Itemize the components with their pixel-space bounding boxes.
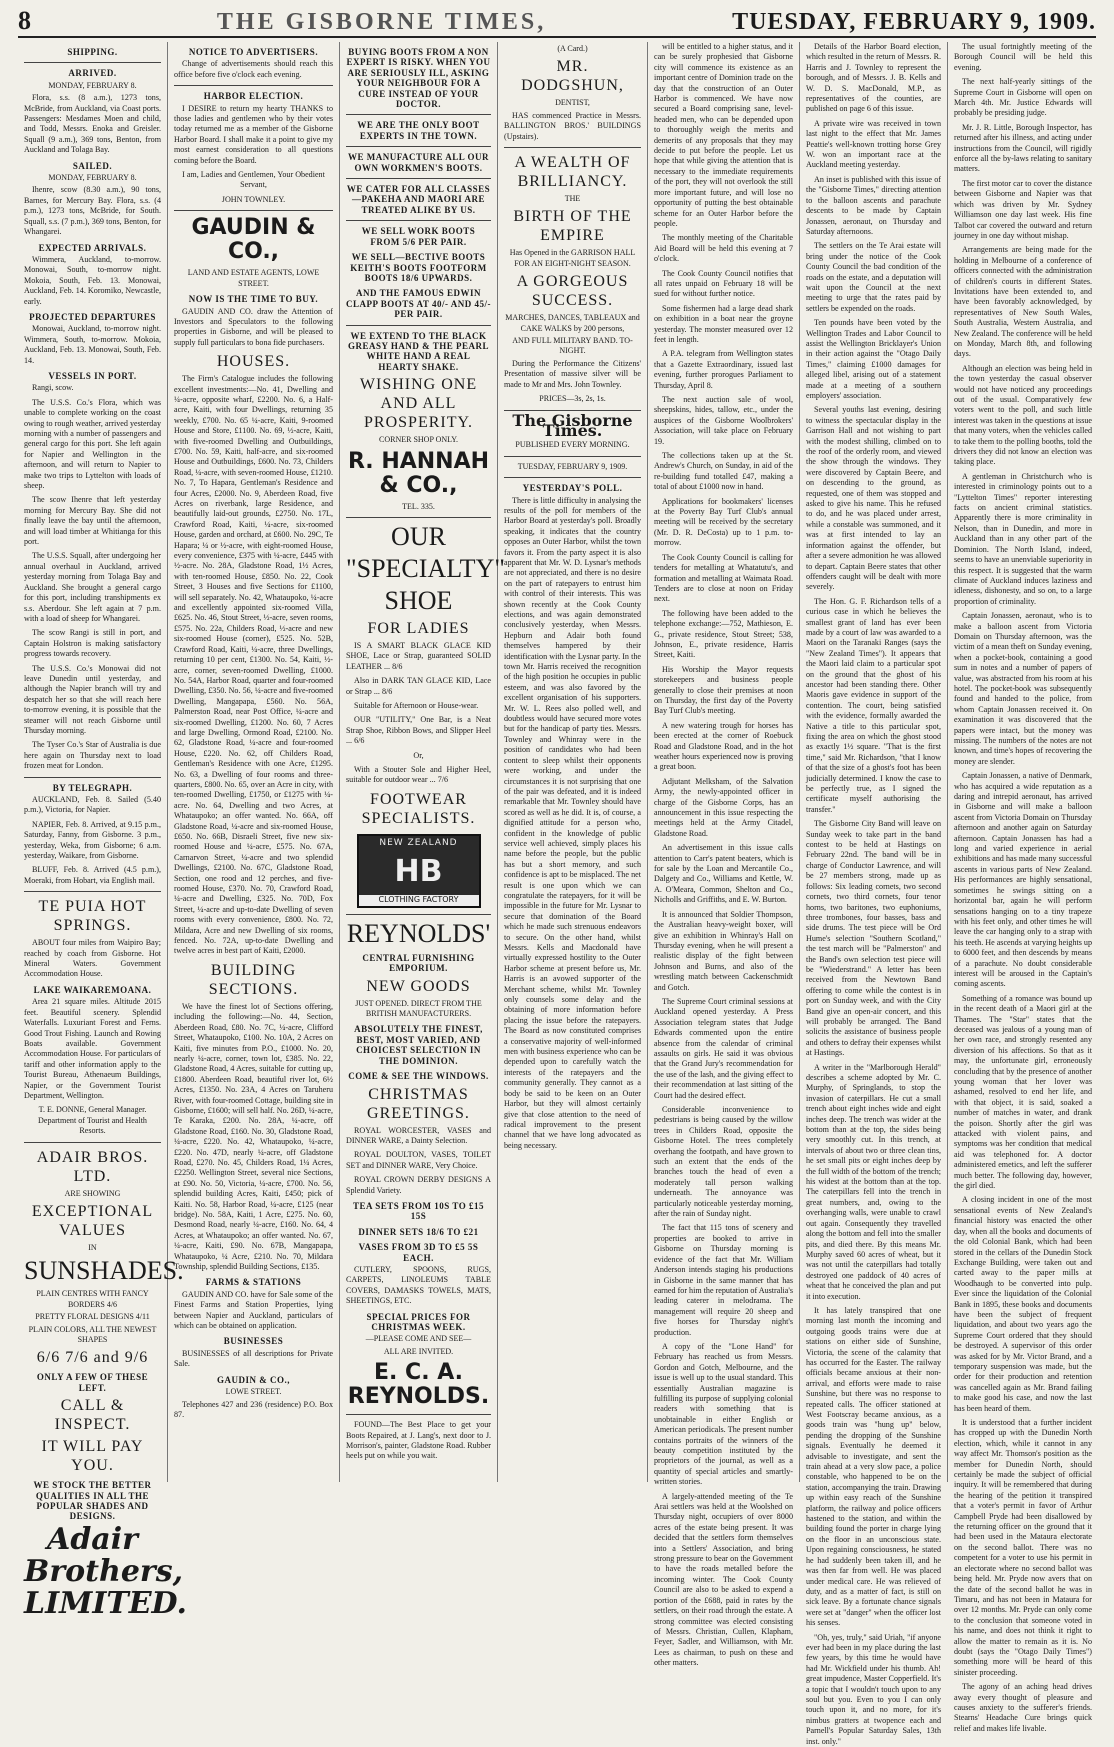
dodgshun-heading: MR. DODGSHUN, [521,58,624,95]
houses-heading: HOUSES. [216,353,291,371]
arrived-date: MONDAY, FEBRUARY 8. [48,80,137,90]
news-paragraph: The fact that 115 tons of scenery and properties are booked to arrive in Gisborne on Thursday morning is evidence of the fact that Mr. William Anderson intends staging his productions in Gisborne in the same manner that has earned for him the reputation of Australia's leading caterer in melodrama. The management will require 20 sheep and five horses for Thursday night's production. [654,1223,794,1337]
shipping-paragraph: The scow Rangi is still in port, and Captain Holstron is making satisfactory progress towards recovery. [24,628,161,659]
hb-clothing-logo [357,834,481,908]
hannah-heading: R. HANNAH & CO., [347,448,490,498]
harbor-text: I DESIRE to return my hearty THANKS to those ladies and gentlemen who by their votes today returned me as a member of the Gisborne Harbor Board. I shall make it a point to give my most earnest consideration to all questions coming before the Board. [174,103,333,165]
plain-colors: PLAIN COLORS, ALL THE NEWEST SHAPES [28,1324,157,1344]
news-paragraph: The Cook County Council is calling for tenders for metalling at Whatatutu's, and formation and metalling at Waimata Road. Tenders are to close at noon on Friday next. [654,552,793,604]
hannah-tel: TEL. 335. [402,501,435,511]
gaudin-footer: GAUDIN & CO., [217,1374,290,1385]
adair-showing: ARE SHOWING [64,1188,121,1198]
please-come: —PLEASE COME AND SEE— [365,1334,472,1344]
column-1 [18,42,187,1621]
divider [504,477,641,478]
gaudin-street: LOWE STREET. [225,1387,282,1397]
tepuia-heading: TE PUIA HOT SPRINGS. [38,898,147,935]
news-paragraph: The next half-yearly sittings of the Supreme Court in Gisborne will open on March 4th. Mr. Justice Edwards will probably be presiding judge. [954,77,1092,118]
column-4 [498,42,648,1482]
shoe-suitable: Suitable for Afternoon or House-wear. [354,701,479,710]
news-paragraph: His Worship the Mayor requests storekeepers and business people generally to close their premises at noon on Thursday, the first day of the Poverty Bay Turf Club's meeting. [654,664,793,716]
divider [346,914,491,915]
notice-heading: NOTICE TO ADVERTISERS. [188,47,319,57]
sell-brands: WE SELL—BECTIVE BOOTS KEITH'S BOOTS FOOTFORM BOOTS 18/6 UPWARDS. [350,252,487,283]
sailed-date: MONDAY, FEBRUARY 8. [48,173,137,183]
shipping-paragraph: The U.S.S. Co.'s Flora, which was unable to complete working on the coast owing to rough weather, arrived yesterday morning with a number of passengers and general cargo for this port. She left again for Napier and Wellington in the afternoon, and will return to Napier to make two trips to Lyttelton with loads of sheep. [24,397,161,491]
harbor-sign: I am, Ladies and Gentlemen, Your Obedient Servant, [182,170,325,190]
news-paragraph: The collections taken up at the St. Andrew's Church, on Sunday, in aid of the re-building fund totalled £47, making a total of about £1000 now in hand. [654,451,793,492]
shipping-paragraph: The scow Ihenre that left yesterday morning for Mercury Bay. She did not finally leave the bay until the afternoon, and will load timber at Whitianga for this port. [24,495,161,547]
news-paragraph: A gentleman in Christchurch who is interested in criminology points out to a "Lyttelton Times" reporter interesting facts on ancient criminal statistics. Apparently there is more criminality in Nelson, than in Dunedin, and more in Auckland than in any other part of the Dominion. The North Island, indeed, seems to have an unenviable superiority in this respect. It is suggested that the warm climate of Auckland induces laziness and idleness, dishonesty, and so on, to a large proportion of criminality. [954,471,1093,606]
divider [504,147,641,148]
lake-text: Area 21 square miles. Altitude 2015 feet. Beautiful scenery. Splendid Waterfalls. Luxuriant Forest and Ferns. Good Trout Fishing. Launch and Rowing Boats available. Government Accommodation House. For particulars of tariff and other information apply to the Tourist Bureau, Athenaeum Buildings, Napier, or the Government Tourist Department, Wellington. [24,997,161,1100]
news-paragraph: A private wire was received in town last night to the effect that Mr. James Peattie's well-known trotting horse Grey W. won an important race at the Auckland meeting yesterday. [806,118,941,170]
card-label: (A Card.) [557,44,588,53]
dentist-text: HAS commenced Practice in Messrs. BALLINGTON BROS.' BUILDINGS (Upstairs). [504,110,641,141]
news-paragraph: The first motor car to cover the distance between Gisborne and Napier was that which was driven by Mr. Sydney Williamson one day last week. His fine Talbot car covered the outward and return journey in one day without mishap. [954,178,1092,240]
poll-heading: YESTERDAY'S POLL. [522,483,623,494]
boot-experts: WE ARE THE ONLY BOOT EXPERTS IN THE TOWN. [357,120,480,141]
column-7 [948,42,1098,1733]
pay-you: IT WILL PAY YOU. [41,1438,144,1475]
notice-text: Change of advertisements should reach this office before five o'clock each evening. [174,59,333,79]
news-paragraph: An inset is published with this issue of the "Gisborne Times," directing attention to the balloon ascents and parachute descents to be made by Captain Jonassen, aeronaut, on Thursday and Saturday afternoons. [806,174,941,236]
reynolds-sign: E. C. A. REYNOLDS. [347,1360,490,1410]
now-heading: NOW IS THE TIME TO BUY. [188,294,319,305]
news-paragraph: An advertisement in this issue calls attention to Carr's patent beaters, which is for sale by the Loan and Mercantile Co., Dalgety and Co., Williams and Kettle, W. A. O'Meara, Common, Shelton and Co., Nicholls and Griffiths, and E. W. Burton. [654,843,793,905]
news-paragraph: It has lately transpired that one morning last month the incoming and outgoing goods trains were due at stations on either side of Sunshine, Victoria, the scene of the calamity that has occurred for the Easter. The railway officials became anxious at their non-arrival, and efforts were made to raise Sunshine, but there was no response to repeated calls. The officer stationed at West Footscray became anxious, as a goods train was "hung up" below, pending the dropping of the Sunshine signals. Eventually he deemed it advisable to investigate, and sent the train ahead at a very slow pace, a police constable, who happened to be on the station, accompanying the train. Drawing up within easy reach of the Sunshine platform, the railway and police officers hastened to the station, and within the building found the porter in charge lying on the floor in an unconscious state. Upon regaining consciousness, he stated he had suddenly been taken ill, and he was then far from well. He was placed under medical care. He was relieved of duty, and as a matter of fact, is still on sick leave. By a fortunate chance signals were set at "danger" when the officer lost his senses. [806,1305,941,1628]
harbor-heading: HARBOR ELECTION. [203,91,304,102]
telegraph-item: NAPIER, Feb. 8. Arrived, at 9.15 p.m., Saturday, Fanny, from Gisborne. 3 p.m., yesterday, Weka, from Gisborne; 6 a.m. yesterday, Waikare, from Gisborne. [24,819,161,861]
shipping-heading: SHIPPING. [67,47,118,57]
adair-heading: ADAIR BROS. LTD. [36,1148,149,1185]
column-5 [648,42,800,1668]
farms-text: GAUDIN AND CO. have for Sale some of the Finest Farms and Station Properties, lying between Napier and Auckland, particulars of which can be obtained on application. [174,1289,333,1331]
divider [174,210,333,211]
manufacture: WE MANUFACTURE ALL OUR OWN WORKMEN'S BOOTS. [347,152,490,173]
poll-text: There is little difficulty in analysing the results of the poll for members of the Harbor Board at yesterday's poll. Broadly speaking, it indicates that the country opposes an Outer Harbor, whilst the town favors it. From the party aspect it is also apparent that Mr. W. D. Lysnar's methods are not appreciated, and there is no desire on the part of ratepayers to entrust him with control of their interests. This was shown recently at the Cook County elections, and was again demonstrated conclusively yesterday, when Messrs. Hepburn and Adair both found themselves hampered by their identification with the Lysnar party. In the town Mr. Harris received the recognition of the high position he occupies in public esteem, and was also favored by the excellent organisation of his supporters. Mr. W. L. Rees also polled well, and doubtless would have secured more votes but for the handicap of party ties. Messrs. Townley and Whinray were in the position of candidates who had been content to sleep whilst their opponents were working, and under the circumstances it is not surprising that one of the pair was defeated, and it is indeed remarkable that Mr. Townley should have scored as well as he did. It is, of course, a dignified attitude for a person who, confident in the knowledge of public service well achieved, simply places his name before the people, but the public has but a short memory, and such confidence is apt to be misplaced. The net result is one upon which we can congratulate the ratepayers, for it will be impossible in the future for Mr. Lysnar to secure that domination of the Board which he made such strenuous endeavors to secure. On the other hand, whilst Messrs. Kells and Macdonald have virtually expressed hostility to the Outer Harbor scheme at present before us, Mr. Harris is an avowed supporter of the Merchant scheme, whilst Mr. Townley only counsels some delay and the obtaining of more information before placing the issue before the ratepayers. The Board as now constituted comprises a conservative majority of well-informed men with business experience who can be depended upon to carefully watch the interests of the ratepayers and the community generally. They cannot as a body be said to be keen on an Outer Harbor, but they will almost certainly give that close attention to the need of radical improvement to the present channel that we have long advocated as being necessary. [504,495,641,1150]
famous-clapp: AND THE FAMOUS EDWIN CLAPP BOOTS AT 40/- AND 45/- PER PAIR. [346,288,491,320]
logo-mid: HB [394,853,443,889]
plain-centres: PLAIN CENTRES WITH FANCY BORDERS 4/6 [36,1289,149,1309]
divider [174,85,333,86]
dentist-label: DENTIST, [555,98,590,108]
news-paragraph: Arrangements are being made for the holding in Melbourne of a conference of officers connected with the administration of children's courts in different States. Invitations have been extended to, and have been favorably acknowledged, by representatives of New South Wales, South Australia, Western Australia, and New Zealand. The conference will be held on Monday, March 8th, and following days. [954,245,1092,359]
now-text: GAUDIN AND CO. draw the Attention of Investors and Speculators to the following properties in Gisborne, and will be pleased to supply full particulars to bona fide purchasers. [174,306,333,347]
specialty-heading: "SPECIALTY" [346,553,505,583]
royal-doulton: ROYAL DOULTON, VASES, TOILET SET and DINNER WARE, Very Choice. [346,1150,491,1170]
news-paragraph: Although an election was being held in the town yesterday the casual observer would not have noticed any proceedings out of the usual. Comparatively few voters went to the poll, and such little interest was taken in the questions at issue that many voters, when the vehicles called to take them to the polling booths, told the drivers they did not know an election was taking place. [954,363,1092,467]
vessels-text: Rangi, scow. [32,383,74,393]
news-paragraph: A new watering trough for horses has been erected at the corner of Roebuck Road and Gladstone Road, and in the hot weather hours experienced now is proving a great boon. [654,720,793,772]
business-heading: BUSINESSES [223,1336,284,1347]
dinner-sets: DINNER SETS 18/6 TO £21 [358,1226,479,1237]
divider [24,62,161,63]
telegraph-item: AUCKLAND, Feb. 8. Sailed (5.40 p.m.), Victoria, for Napier. [24,795,161,815]
sailed-text: Ihenre, scow (8.30 a.m.), 90 tons, Barnes, for Mercury Bay. Flora, s.s. (4 p.m.), 1273 tons, McBride, for South. Squall, s.s. (7 p.m.), 369 tons, Benton, for Whangarei. [24,185,161,237]
tea-sets: TEA SETS FROM 10S TO £15 15S [353,1200,484,1222]
expected-text: Wimmera, Auckland, to-morrow. Monowai, South, to-morrow night. Mokoia, South, Feb. 13. Monowai, Auckland, Feb. 14. Koromiko, Newcastle, early. [24,254,161,306]
telegraph-item: BLUFF, Feb. 8. Arrived (4.5 p.m.), Moeraki, from Hobart, via English mail. [24,865,161,885]
call-inspect: CALL & INSPECT. [54,1397,131,1434]
christmas-greetings: CHRISTMAS GREETINGS. [367,1085,470,1122]
lake-heading: LAKE WAIKAREMOANA. [33,984,152,995]
farms-heading: FARMS & STATIONS [205,1277,302,1288]
logo-bot: CLOTHING FACTORY [359,895,479,905]
shipping-paragraph: The U.S.S. Squall, after undergoing her annual overhaul in Auckland, arrived yesterday morning from Tolaga Bay and Auckland. She brought a general cargo for this port, including transhipments ex s.s. Aberdour. She left again at 7 p.m. with a load of sheep for Whangarei. [24,551,161,623]
telegraph-heading: BY TELEGRAPH. [52,782,133,793]
divider [346,146,491,147]
news-paragraph: It is understood that a further incident has cropped up with the Dunedin North election, which, while it cannot in any way affect Mr. Thomson's position as the member for Dunedin North, should certainly be made the subject of official inquiry. It will be remembered that during the hearing of the petition it transpired that a voter's permit in favor of Arthur Campbell Pryde had been disallowed by the returning officer on the ground that it had been used in the Mataura electorate on the second ballot. There was no competent for a voter to use his permit in an electorate where no second ballot was being held. Mr. Pryde now avers that on the date of the second ballot he was in Timaru, and has not been in Mataura for over 12 months. Mr. Pryde can only come to the conclusion that someone voted in his name, and does not think it right to allow the matter to remain as it is. No doubt (says the "Otago Daily Times") something more will be heard of this sinister proceeding. [954,1418,1092,1677]
news-paragraph: It is announced that Soldier Thompson, the Australian heavy-weight boxer, will give an exhibition in Whinray's Hall on Thursday evening, when he will present a realistic display of the fight between Johnson and Burns, and also of the wrestling match between Cackenschmidt and Gotch. [654,909,793,992]
news-paragraph: The Supreme Court criminal sessions at Auckland opened yesterday. A Press Association telegram states that Judge Edwards commented upon the entire absence from the calendar of criminal assaults on girls. He said it was obvious that the Grand Jury's recommendation for the use of the lash, and the giving effect to their recommendation at last sitting of the Court had the desired effect. [654,996,793,1100]
royal-derby: ROYAL CROWN DERBY DESIGNS A Splendid Variety. [346,1175,491,1195]
the-label: THE [564,194,581,204]
newspaper-title: THE GISBORNE TIMES, [216,9,547,35]
arrived-text: Flora, s.s. (8 a.m.), 1273 tons, McBride, from Auckland, via Coast ports. Passengers: Mesdames Moen and child, and Todd, Messrs. Enoka and Greisler. Squall (9 a.m.), 369 tons, Benton, from Auckland and Tolaga Bay. [24,93,161,155]
divider [24,1142,161,1143]
column-2 [168,42,340,1482]
news-paragraph: The following have been added to the telephone exchange:—752, Mathieson, E. G., private residence, Stout Street; 538, Johnson, E., private residence, Harris Street, Kaiti. [654,608,793,660]
special-prices: SPECIAL PRICES FOR CHRISTMAS WEEK. [366,1311,471,1332]
royal-worcester: ROYAL WORCESTER, VASES and DINNER WARE, a Dainty Selection. [346,1125,491,1145]
come-see: COME & SEE THE WINDOWS. [348,1071,489,1082]
footwear-heading: FOOTWEAR SPECIALISTS. [361,790,476,827]
adair-in: IN [88,1242,97,1252]
news-paragraph: The Cook County Council notifies that all rates unpaid on February 18 will be sued for without further notice. [654,268,793,299]
shoe-stouter: With a Stouter Sole and Higher Heel, suitable for outdoor wear ... 7/6 [346,765,491,785]
gorgeous-heading: A GORGEOUS SUCCESS. [516,273,629,310]
divider [24,777,161,778]
ladies-heading: FOR LADIES [367,619,470,637]
news-paragraph: Mr. J. R. Little, Borough Inspector, has returned after his illness, and acting under instructions from the Council, will rigidly enforce all the by-laws relating to sanitary matters. [954,122,1092,174]
divider [346,178,491,179]
corner-shop: CORNER SHOP ONLY. [379,435,458,445]
news-paragraph: Captain Jonassen, a native of Denmark, who has acquired a wide reputation as a daring and intrepid aeronaut, has arrived in Gisborne and will make a balloon ascent from Victoria Domain on Thursday afternoon and another again on Saturday afternoon. Captain Jonassen has had a long and varied experience in aerial exhibitions and has made many successful ascents in various parts of New Zealand. His performances are highly sensational, sometimes he swings sitting on a horizontal bar, again he will perform sensations hanging on to a tiny trapeze with his feet only, and other times he will leave the car hanging only to a strap with his teeth. He ascends at varying heights up to 6000 feet, and then descends by means of a parachute. No doubt considerable interest will be aroused in the Captain's coming ascents. [954,771,1093,989]
news-paragraph: will be entitled to a higher status, and it can be surely prophesied that Gisborne city will commence its existence as an important centre of Dominion trade on the day that the construction of an Outer Harbor is commenced. We have now secured a Board comprising sane, level-headed men, who can be depended upon to thoroughly weigh the merits and demerits of any proposals that they may decide to put before the people. Let us hope that while giving the attention that is necessary to the immediate requirements of the port, they will not overlook the still more important future, and will lose no opportunity of putting the best obtainable scheme for an Outer Harbor before the people. [654,42,793,228]
news-paragraph: A P.A. telegram from Wellington states that a Gazette Extraordinary, issued last evening, further prorogues Parliament to Thursday, April 8. [654,349,793,390]
issue-date: TUESDAY, FEBRUARY 9, 1909. [732,9,1096,35]
divider [346,325,491,326]
sailed-heading: SAILED. [72,160,113,171]
only-few: ONLY A FEW OF THESE LEFT. [36,1372,149,1393]
shoe-text: IS A SMART BLACK GLACE KID SHOE, Lace or Strap, guaranteed SOLID LEATHER ... 8/6 [346,640,491,671]
news-paragraph: Details of the Harbor Board election, which resulted in the return of Messrs. R. Harris and J. Townley to represent the borough, and of Messrs. J. B. Kells and W. D. S. MacDonald, M.P., as representatives of the counties, are published on page 6 of this issue. [806,42,941,114]
news-paragraph: The Hon. G. F. Richardson tells of a curious case in which he believes the smallest grant of land has ever been made by a court of law was awarded to a Maori on the Taranaki Ranges (says the "New Zealand Times"). It appears that the Maori laid claim to a particular spot on the ground that the ghost of his ancestor had been standing there. Other Maoris gave evidence in support of the contention. The court, being satisfied with the evidence, formally awarded the Native a title to this particular spot, fixing the area on which the ghost stood as exactly 1½ square. "That is the first time," said Mr. Richardson, "that I know of that the size of a ghost's foot has been judicially determined. I know the case to be perfectly true, as I signed the certificate myself authorising the transfer." [806,596,941,814]
shoe-or: Or, [413,750,424,760]
all-invited: ALL ARE INVITED. [383,1346,454,1356]
our-heading: OUR [391,521,446,551]
pretty-floral: PRETTY FLORAL DESIGNS 4/11 [35,1312,150,1322]
page-number: 8 [18,6,31,35]
news-paragraph: A writer in the "Marlborough Herald" describes a scheme adopted by Mr. C. Murphy, of Springlands, to stop the invasion of caterpillars. He cut a small trench about eight inches wide and eight inches deep. The trench was wider at the bottom than at the top, the sides being very smoothly cut. In this trench, at intervals of about two or three clean tins, he set small pits or eight inches deep by the full width of the bottom of the trench; his widest at the bottom than at the top. The caterpillars fell into the trench in great numbers, and, owing to the overhanging walls, were unable to crawl out again. Consequently they travelled along the bottom and fell into the smaller pits, and died there. By this means Mr. Murphy saved 60 acres of wheat, but it was not until the caterpillars had totally destroyed one paddock of 40 acres of wheat that he conceived the plan and put it into execution. [806,1062,941,1301]
adair-exceptional: EXCEPTIONAL VALUES [31,1202,154,1239]
news-paragraph: The next auction sale of wool, sheepskins, hides, tallow, etc., under the auspices of the Gisborne Woolbrokers' Association, will take place on February 19. [654,395,793,446]
news-paragraph: Captain Jonassen, aeronaut, who is to make a balloon ascent from Victoria Domain on Thursday afternoon, was the victim of a mean theft on Sunday evening, when a pocket-book, containing a good sum in notes and a number of papers of value, was abstracted from his room at his hotel. The pocket-book was subsequently found and handed to the police, from whom Captain Jonassen received it. On examination it was discovered that the papers were intact, but the money was missing. The numbers of the notes are not known, and time's hopes of recovering the money are slender. [954,611,1092,766]
donne-signature: T. E. DONNE, General Manager. Department of Tourist and Health Resorts. [38,1105,147,1136]
paper-name: The Gisborne Times. [512,410,633,440]
gaudin-heading: GAUDIN & CO., [191,215,316,265]
divider [504,456,641,457]
news-paragraph: The settlers on the Te Arai estate will bring under the notice of the Cook County Council the bad condition of the roads on the estate, and a deputation will wait upon the Council at the next meeting to urge that the rates paid by settlers be expended on the roads. [806,241,941,313]
marches-text: MARCHES, DANCES, TABLEAUX and CAKE WALKS by 200 persons, [505,313,640,333]
tepuia-text: ABOUT four miles from Waipiro Bay; reached by coach from Gisborne. Hot Mineral Waters. Government Accommodation House. [24,938,161,979]
news-paragraph: "Oh, yes, truly," said Uriah, "if anyone ever had been in my place during the last few years, by this time he would have had Mr. Wickfield under his thumb. Ah! great impudence, Master Copperfield. It's a topic that I wouldn't touch upon to any soul but you. Even to you I can only touch upon it, and no more, for it's nimbus gratters at twopence each and Parnell's Popular Saturday Sales, 13th inst. only." [806,1632,941,1746]
shoe-heading: SHOE [384,585,453,615]
buying-boots: BUYING BOOTS FROM A NON EXPERT IS RISKY. WHEN YOU ARE SERIOUSLY ILL, ASKING YOUR NEIGHBOUR FOR A CURE INSTEAD OF YOUR DOCTOR. [346,47,491,110]
divider [346,1414,491,1415]
townley-signature: JOHN TOWNLEY. [221,194,286,204]
band-text: AND FULL MILITARY BAND. TO-NIGHT. [512,336,633,356]
news-paragraph: Ten pounds have been voted by the Wellington Trades and Labor Council to assist the Wellington Bricklayer's Union in their action against the "Otago Daily Times," claiming £1000 damages for alleged libel, arising out of a statement made at a meeting of a southern employers' association. [806,318,941,400]
business-text: BUSINESSES of all descriptions for Private Sale. [174,1348,333,1369]
new-goods: NEW GOODS [366,977,471,995]
houses-text: The Firm's Catalogue includes the following excellent investments:—No. 41, Dwelling and ¼-acre, opposite wharf, £2200. No. 6, a Half-acre, Kaiti, with four Dwellings, returning 35 weekly, £700. No. 65 ¼-acre, Kaiti, 9-roomed House and Store, £1100. No. 69, ½-acre, Kaiti, with five-roomed Dwelling and Outbuildings, £700. No. 59, Kaiti, half-acre, and six-roomed House and Outbuildings, £600. No. 73, Childers Road, ¼-acre, with seven-roomed House, £1210. No. 7, To Hapara, Gentleman's Residence and four Acres, £2000. No. 9, Aberdeen Road, five Acres on riverbank, large Residence, and beautifully laid-out grounds, £2750. No. 17L, Crawford Road, Kaiti, ¼-acre, six-roomed House, garden and orchard, at £600. No. 29C, Te Hapara; ¼ or ½-acre, with eight-roomed House, every convenience, £375 with ¼-acre, £445 with ½-acre. No. 28A, Gladstone Road, 1½ Acres, with ten-roomed House, £850. No. 22, Cook Street, 3 Houses and five Sections for £1100, will sell separately. No. 42, Whataupoko, ¼-acre and excellently appointed six-roomed Villa, £625. No. 46, Stout Street, ½-acre, seven rooms, £575. No. 22a, Childers Road, ½-acre and new six-roomed House (corner), £525. No. 52B, Crawford Road, Kaiti, ¼-acre, three Dwellings, returning 10 per cent, £1300. No. 54, Kaiti, ½-acre, corner, seven-roomed Dwelling, £1000. No. 54A, Harbor Road, quarter and four-roomed Dwelling, £350. No. 56, ¼-acre and five-roomed Dwelling, Mangapapa, £560. No. 56A, Palmerston Road, near Post Office, ¼-acre and six-roomed Dwelling, £1200. No. 60, 7 Acres and large Dwelling, Ormond Road, £2100. No. 62, Gladstone Road, ¼-acre and four-roomed House, £220. No. 62, off Childers Road, Gentleman's Residence with one Acre, £1295. No. 63, a Dwelling of four rooms and three-quarters, £800. No. 65, over an Acre in city, with ten-roomed Dwelling, £1750, or £1275 with ¼-acre. No. 64, Dwelling and two Acres, at Whataupoko; an offer wanted. No. 66A, off Gladstone Road, ¼-acre and six-roomed House, £650. No. 66B, Disraeli Street, five new six-roomed House and ¼-acre, £575. No. 67A, Carnarvon Street, ¼-acre and two splendid Dwellings, £2100. No. 67C, Gladstone Road, Section, one rood and 12 perches, and five-roomed House, £370. No. 70, Crawford Road, ¼-acre and Dwelling, £325. No. 70D, Fox Street, ¼-acre and up-to-date Dwelling of seven rooms with every convenience, £800. No. 72, Mildara, Acre and new Dwelling of six rooms, fenced. No. 72A, up-to-date Dwelling and twelve acres in best part of Kaiti, £2000. [174,374,333,956]
news-paragraph: The monthly meeting of the Charitable Aid Board will be held this evening at 7 o'clock. [654,233,793,264]
reynolds-heading: REYNOLDS' [346,918,491,948]
divider [24,891,161,892]
cater: WE CATER FOR ALL CLASSES—PAKEHA AND MAORI ARE TREATED ALIKE BY US. [346,184,491,215]
logo-top: NEW ZEALAND [379,837,458,848]
cutlery: CUTLERY, SPOONS, RUGS, CARPETS, LINOLEUMS TABLE COVERS, DAMASKS TOWELS, MATS, SHEETINGS, ETC. [346,1264,491,1306]
column-6 [800,42,948,1746]
news-paragraph: The agony of an aching head drives away every thought of pleasure and causes anxiety to the sufferer's friends. Stearns' Headache Cure brings quick relief and makes life livable. [954,1682,1092,1733]
prices-text: PRICES—3s, 2s, 1s. [539,394,606,404]
wishing-prosperity: WISHING ONE AND ALL PROSPERITY. [359,376,478,432]
news-paragraph: A copy of the "Lone Hand" for February has reached us from Messrs. Gordon and Gotch, Melbourne, and the issue is well up to the usual standard. This essentially Australian magazine is fulfilling its purpose of supplying colonial readers with something that is unobtainable in either English or American periodicals. The present number contains portraits of the winners of the beauty competition instituted by the proprietors of the journal, as well as a quantity of special articles and smartly-written stories. [654,1341,793,1487]
expected-heading: EXPECTED ARRIVALS. [38,242,147,253]
news-paragraph: Something of a romance was bound up in the recent death of a Maori girl at the Thames. The "Star" states that the deceased was jealous of a young man of her own race, and strongly resented any diversion of his affections. So that as it may, the unfortunate girl, erroneously concluding that by the presence of another young woman that her lover was ashamed, resolved to end her life, and with that object, it is said, soaked a number of matches in water, and drank the poison. Shortly after the girl was attacked with violent pains, and symptoms was her condition that medical aid was telephoned for. A doctor administered emetics, and left the sufferer much better. The following day, however, the girl died. [954,993,1092,1191]
sell-work-boots: WE SELL WORK BOOTS FROM 5/6 PER PAIR. [361,226,476,247]
divider [346,517,491,518]
news-paragraph: The usual fortnightly meeting of the Borough Council will be held this evening. [954,42,1092,72]
news-paragraph: The Gisborne City Band will leave on Sunday week to take part in the band contest to be held at Hastings on February 22nd. The band will be in charge of Conductor Lawrence, and will be 27 members strong, made up as follows: Six leading cornets, two second cornets, two third cornets, four tenor horns, two baritones, two euphoniums, three trombones, four basses, bass and side drums. The test piece will be Ord Hume's selection "Southern Scotland," the test march will be "Palmerston" and the Band's own selection test piece will be "Wiederstrand." A letter has been received from the Newtown Band offering to come while the contest is in port on Sunday week, and with the City Band give an open-air concert, and this will probably be arranged. The Band solicits the assistance of business people and others to defray their expenses whilst at Hastings. [806,819,941,1058]
column-3 [340,42,505,1482]
opened-text: Has Opened in the GARRISON HALL FOR AN EIGHT-NIGHT SEASON. [509,248,636,268]
vessels-heading: VESSELS IN PORT. [48,370,137,381]
we-stock: WE STOCK THE BETTER QUALITIES IN ALL THE POPULAR SHADES AND DESIGNS. [33,1480,152,1522]
wealth-heading: A WEALTH OF BRILLIANCY. [514,154,631,191]
sunshades-heading: SUNSHADES. [24,1256,184,1286]
news-paragraph: A largely-attended meeting of the Te Arai settlers was held at the Woolshed on Thursday night, occupiers of over 8000 acres of the estate being present. It was decided that the settlers form themselves into a Settlers' Association, and bring strong pressure to bear on the Government to have the roads metalled before the incoming winter. The Cook County Council are also to be asked to expend a portion of the £688, paid in rates by the settlers, on their road through the estate. A strong committee was elected consisting of Messrs. Christian, Cullen, Klapham, Feyer, Sadler, and Williamson, with Mr. Lees as chairman, to push on these and other matters. [654,1491,793,1668]
during-text: During the Performance the Citizens' Presentation of massive silver will be made to Mr and Mrs. John Townley. [504,358,641,389]
projected-text: Monowai, Auckland, to-morrow night. Wimmera, South, to-morrow. Mokoia, Auckland, Feb. 13. Monowai, South, Feb. 14. [24,324,161,365]
extend-hand: WE EXTEND TO THE BLACK GREASY HAND & THE PEARL WHITE HAND A REAL HEARTY SHAKE. [347,330,489,372]
sunshade-prices: 6/6 7/6 and 9/6 [36,1349,149,1367]
adair-logo: Adair Brothers, LIMITED. [24,1521,187,1621]
emporium-heading: CENTRAL FURNISHING EMPORIUM. [362,952,475,974]
projected-heading: PROJECTED DEPARTURES [29,311,156,322]
building-text: We have the finest lot of Sections offering, including the following:—No. 44, Section, Aberdeen Road, £80. No. 7C, ¼-acre, Clifford Street, Whataupoko, £100. No. 10A, 2 Acres on Kaiti, five minutes from P.O., £1000. No. 20, nearly ¼-acre, corner, town lot, £385. No. 22, Gladstone Road, 4 Acres, suitable for cutting up, £1800. Aberdeen Road, beautiful river lot, 6½ Acres, £1350. No. 23A, 4 Acres on Taruheru River, with four-roomed Cottage, building site in Gisborne, £1600; will sell half. No. 26D, ¼-acre, Te Karaka, £200. No. 28A, ¼-acre, off Gladstone Road, £160. No. 30, Gladstone Road, ¼-acre, £220. No. 42, Whataupoko, ¼-acre, £220. No. 47D, nearly ¼-acre, off Gladstone Road, £270. No. 45, Childers Road, 1¼ Acres, £2250. Wellington Street, several nice Sections, at £90. No. 50, Victoria, ¼-acre, £700. No. 56, splendid building Acres, Kaiti, £450; pick of Kaiti. No. 58, Harbor Road, ¼-acre, £125 (near bridge). No. 58A, Kaiti, 1 Acre, £275. No. 60, Desmond Road, nearly ¼-acre, £160. No. 64, 4 Acres, at Whataupoko; an offer wanted. No. 67, ¼-acre, Kaiti, £90. No. 67B, Mangapapa, Whataupoko, ¼ Acre, £210. No. 70, Mildara Township, splendid Building Sections, £135. [174,1001,333,1272]
shipping-paragraph: The U.S.S. Co.'s Monowai did not leave Dunedin until yesterday, and although the Napier branch will try and despatch her so that she will reach here to-morrow evening, it is possible that the steamer will not reach Gisborne until Thursday morning. [24,663,161,735]
building-heading: BUILDING SECTIONS. [208,961,299,998]
news-paragraph: Several youths last evening, desiring to witness the spectacular display in the Garrison Hall and not wishing to part with the modest shilling, climbed on to the roof of the orderly room, and viewed the show through the windows. They were discovered by Captain Beere, and on descending to the ground, as requested, one of them was stopped and asked to give his name. This he refused to do, and he was placed under arrest, while a constable was summoned, and it was at first intended to lay an information against the offender, but after a severe admonition he was allowed to depart. Captain Beere states that other offenders caught will be dealt with more severely. [806,405,941,592]
news-paragraph: A closing incident in one of the most sensational events of New Zealand's financial history was enacted the other day, when all the books and documents of the old Colonial Bank, which had been stored in the cellars of the Dunedin Stock Exchange Building, were taken out and carted away to the paper mills at Woodhaugh to be converted into pulp. Ever since the liquidation of the Colonial Bank in 1895, these books and documents have been the subject of frequent liquidation, and about two years ago the Supreme Court ordered that they should be destroyed. A supervisor of this order was asked for by Mr. Victor Brand, and a temporary suspension was made, but the order for their production and retention was cancelled again as Mr. Brand failing to make good his case, and now the last has been heard of them. [954,1195,1092,1413]
vases: VASES FROM 3D TO £5 5S EACH. [358,1242,479,1263]
divider [346,220,491,221]
newspaper-columns [18,42,1098,1746]
news-paragraph: Considerable inconvenience to pedestrians is being caused by the willow trees in Childers Road, opposite the Gisborne Hotel. The trees completely overhang the footpath, and have grown to such an extent that the ends of the branches touch the head of even a moderately tall person walking underneath. The annoyance was particularly noticeable yesterday morning, after the rain of Sunday night. [654,1105,793,1219]
just-opened: JUST OPENED. DIRECT FROM THE BRITISH MANUFACTURERS. [355,998,482,1019]
empire-heading: BIRTH OF THE EMPIRE [513,208,632,245]
gaudin-phones: Telephones 427 and 236 (residence) P.O. Box 87. [174,1399,333,1419]
masthead [18,8,1096,38]
arrived-heading: ARRIVED. [68,68,117,79]
shoe-utility: OUR "UTILITY," One Bar, is a Neat Strap Shoe, Ribbon Bows, and Slipper Heel ... 6/6 [346,715,491,746]
news-paragraph: Some fishermen had a large dead shark on exhibition in a boat near the groyne yesterday. The monster measured over 12 feet in length. [654,303,793,344]
shoe-also: Also in DARK TAN GLACE KID, Lace or Strap ... 8/6 [346,676,491,696]
news-paragraph: Adjutant Melksham, of the Salvation Army, the newly-appointed officer in charge of the Gisborne Corps, has an announcement in this issue respecting the meetings held at the Army Citadel, Gladstone Road. [654,776,793,838]
gaudin-sub: LAND AND ESTATE AGENTS, LOWE STREET. [187,268,320,288]
divider [346,114,491,115]
published-every: PUBLISHED EVERY MORNING. [515,440,630,450]
news-paragraph: Applications for bookmakers' licenses at the Poverty Bay Turf Club's annual meeting will be received by the secretary (Mr. D. R. DeCosta) up to 1 p.m. to-morrow. [654,496,793,548]
shipping-paragraph: The Tyser Co.'s Star of Australia is due here again on Thursday next to load frozen meat for London. [24,740,161,771]
found-ad: FOUND—The Best Place to get your Boots Repaired, at J. Lang's, next door to J. Morrison's, painter, Gladstone Road. Rubber heels put on while you wait. [346,1420,491,1461]
absolutely: ABSOLUTELY THE FINEST, BEST, MOST VARIED, AND CHOICEST SELECTION IN THE DOMINION. [354,1024,483,1066]
editorial-date: TUESDAY, FEBRUARY 9, 1909. [517,461,628,471]
